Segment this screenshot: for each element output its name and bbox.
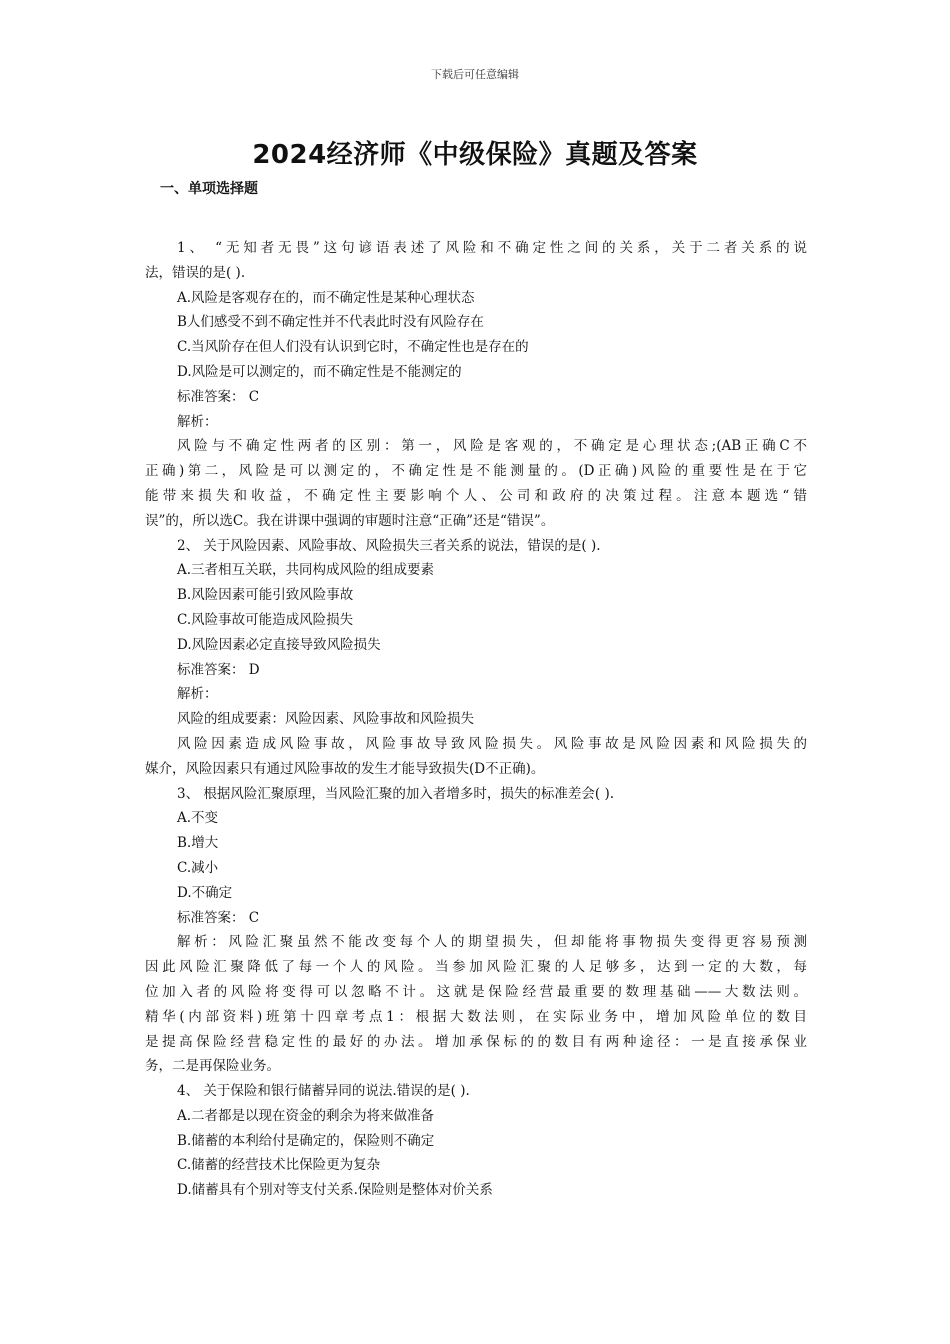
section-heading: 一、单项选择题 [160, 181, 258, 197]
text-line: D.不确定 [177, 884, 233, 901]
text-line: 位加入者的风险将变得可以忽略不计。这就是保险经营最重要的数理基础——大数法则。 [145, 983, 807, 1000]
document-body [145, 236, 807, 1203]
text-line: 标准答案： C [177, 909, 260, 926]
text-line: B.储蓄的本利给付是确定的，保险则不确定 [177, 1132, 435, 1149]
text-line: 正确)第二，风险是可以测定的，不确定性是不能测量的。(D正确)风险的重要性是在于它 [145, 463, 807, 480]
text-line: A.不变 [177, 810, 219, 827]
text-line: 精华(内部资料)班第十四章考点1：根据大数法则，在实际业务中，增加风险单位的数目 [145, 1008, 807, 1025]
text-line: 标准答案： C [177, 388, 260, 405]
text-line: B.风险因素可能引致风险事故 [177, 587, 354, 604]
text-line: D.风险是可以测定的，而不确定性是不能测定的 [177, 363, 462, 380]
text-line: C.减小 [177, 859, 219, 876]
text-line: A.风险是客观存在的，而不确定性是某种心理状态 [177, 289, 475, 306]
text-line: 标准答案： D [177, 661, 260, 678]
text-line: 误”的，所以选C。我在讲课中强调的审题时注意“正确”还是“错误”。 [145, 512, 555, 529]
text-line: 解析： [177, 413, 218, 430]
text-line: 能带来损失和收益，不确定性主要影响个人、公司和政府的决策过程。注意本题选“错 [145, 487, 807, 504]
text-line: 因此风险汇聚降低了每一个人的风险。当参加风险汇聚的人足够多，达到一定的大数，每 [145, 959, 807, 976]
text-line: 解析：风险汇聚虽然不能改变每个人的期望损失，但却能将事物损失变得更容易预测 [177, 934, 807, 951]
text-line: 法，错误的是( ). [145, 264, 246, 281]
document-title: 2024经济师《中级保险》真题及答案 [252, 140, 698, 170]
text-line: A.二者都是以现在资金的剩余为将来做准备 [177, 1107, 435, 1124]
text-line: 是提高保险经营稳定性的最好的办法。增加承保标的的数目有两种途径：一是直接承保业 [145, 1033, 807, 1050]
text-line: C.当风阶存在但人们没有认识到它时，不确定性也是存在的 [177, 339, 529, 356]
text-line: 媒介，风险因素只有通过风险事故的发生才能导致损失(D不正确)。 [145, 760, 545, 777]
text-line: C.储蓄的经营技术比保险更为复杂 [177, 1157, 381, 1174]
text-line: D.储蓄具有个别对等支付关系.保险则是整体对价关系 [177, 1182, 493, 1199]
page-header-note: 下载后可任意编辑 [431, 68, 519, 81]
text-line: 3、 根据风险汇聚原理，当风险汇聚的加入者增多时，损失的标准差会( ). [177, 785, 614, 802]
text-line: 风险的组成要素：风险因素、风险事故和风险损失 [177, 711, 474, 728]
text-line: 解析： [177, 686, 218, 703]
text-line: C.风险事故可能造成风险损失 [177, 611, 354, 628]
text-line: 风险与不确定性两者的区别：第一，风险是客观的，不确定是心理状态;(AB正确C不 [177, 438, 807, 455]
text-line: A.三者相互关联，共同构成风险的组成要素 [177, 562, 435, 579]
text-line: 2、 关于风险因素、风险事故、风险损失三者关系的说法，错误的是( ). [177, 537, 601, 554]
text-line: B.增大 [177, 835, 219, 852]
text-line: B人们感受不到不确定性并不代表此时没有风险存在 [177, 314, 484, 331]
text-line: D.风险因素必定直接导致风险损失 [177, 636, 381, 653]
text-line: 4、 关于保险和银行储蓄异同的说法.错误的是( ). [177, 1083, 470, 1100]
text-line: 1、 “无知者无畏”这句谚语表述了风险和不确定性之间的关系，关于二者关系的说 [177, 240, 807, 256]
text-line: 务，二是再保险业务。 [145, 1058, 280, 1075]
text-line: 风险因素造成风险事故，风险事故导致风险损失。风险事故是风险因素和风险损失的 [177, 735, 807, 752]
